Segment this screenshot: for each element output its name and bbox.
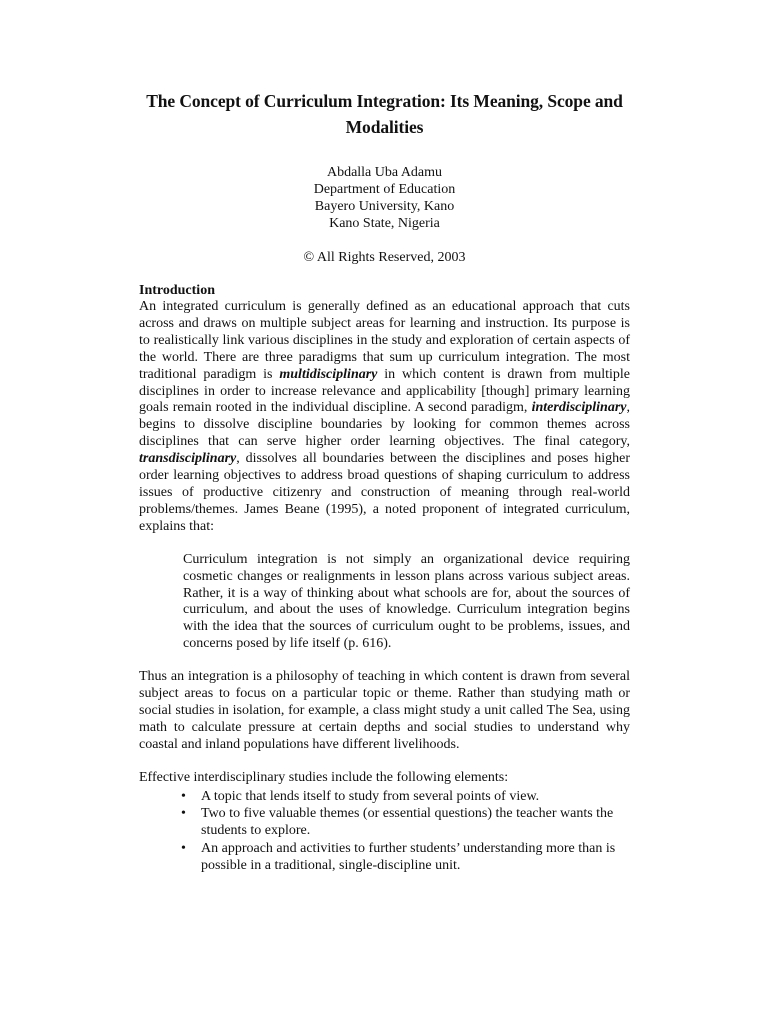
intro-text-3: , begins to dissolve discipline boundaries by looking for common themes across disciplines that can serve higher order learning objectives. The final category, [139, 400, 630, 450]
term-multidisciplinary: multidisciplinary [279, 366, 378, 382]
author-location: Kano State, Nigeria [329, 216, 440, 231]
author-university: Bayero University, Kano [314, 199, 455, 214]
term-interdisciplinary: interdisciplinary [531, 400, 627, 416]
intro-text-1: An integrated curriculum is generally defined as an educational approach that cuts across and draws on multiple subject areas for learning and instruction. Its purpose is to realistically link various disciplines in the study and exploration of certain aspects of the world. There are three paradigms that sum up curriculum integration. The most traditional paradigm is [139, 299, 630, 382]
copyright-notice: © All Rights Reserved, 2003 [303, 250, 466, 265]
list-item [181, 841, 630, 875]
author-block [139, 164, 630, 232]
author-name: Abdalla Uba Adamu [326, 165, 443, 180]
section-heading-introduction: Introduction [139, 283, 215, 298]
list-item [181, 806, 630, 840]
block-quote: Curriculum integration is not simply an organizational device requiring cosmetic changes or realignments in lesson plans across various subject areas. Rather, it is a way of thinking about what schools are for, about the sources of curriculum, and about the uses of knowledge. Curriculum integration begins with the idea that the sources of curriculum ought to be problems, issues, and concerns posed by life itself (p. 616). [183, 551, 630, 652]
document-body [139, 88, 630, 876]
body-paragraph-2: Thus an integration is a philosophy of teaching in which content is drawn from several subject areas to focus on a particular topic or theme. Rather than studying math or social studies in isolation, for example, a class might study a unit called The Sea, using math to calculate pressure at certain depths and social studies to understand why coastal and inland populations have different livelihoods. [139, 669, 630, 752]
list-intro: Effective interdisciplinary studies include the following elements: [139, 769, 509, 785]
intro-text-2: in which content is drawn from multiple disciplines in order to increase relevance and applicability [though] primary learning goals remain rooted in the individual discipline. A second paradigm, [139, 366, 631, 416]
bullet-icon: • [181, 806, 186, 822]
document-title: The Concept of Curriculum Integration: Its Meaning, Scope and Modalities [146, 91, 623, 137]
bullet-icon: • [181, 788, 186, 804]
list-item-text: Two to five valuable themes (or essential questions) the teacher wants the students to explore. [201, 806, 614, 839]
elements-list [139, 789, 630, 876]
term-transdisciplinary: transdisciplinary [139, 451, 237, 467]
intro-paragraph [139, 299, 630, 536]
list-item [181, 788, 630, 806]
list-item-text: A topic that lends itself to study from several points of view. [201, 788, 540, 804]
author-department: Department of Education [313, 182, 456, 197]
bullet-icon: • [181, 841, 186, 857]
intro-text-4: , dissolves all boundaries between the disciplines and poses higher order learning objectives to address broad questions of shaping curriculum to address issues of productive citizenry and construction of meaning through real-world problems/themes. James Beane (1995), a noted proponent of integrated curriculum, explains that: [139, 451, 630, 534]
list-item-text: An approach and activities to further students’ understanding more than is possible in a traditional, single-discipline unit. [201, 841, 616, 874]
